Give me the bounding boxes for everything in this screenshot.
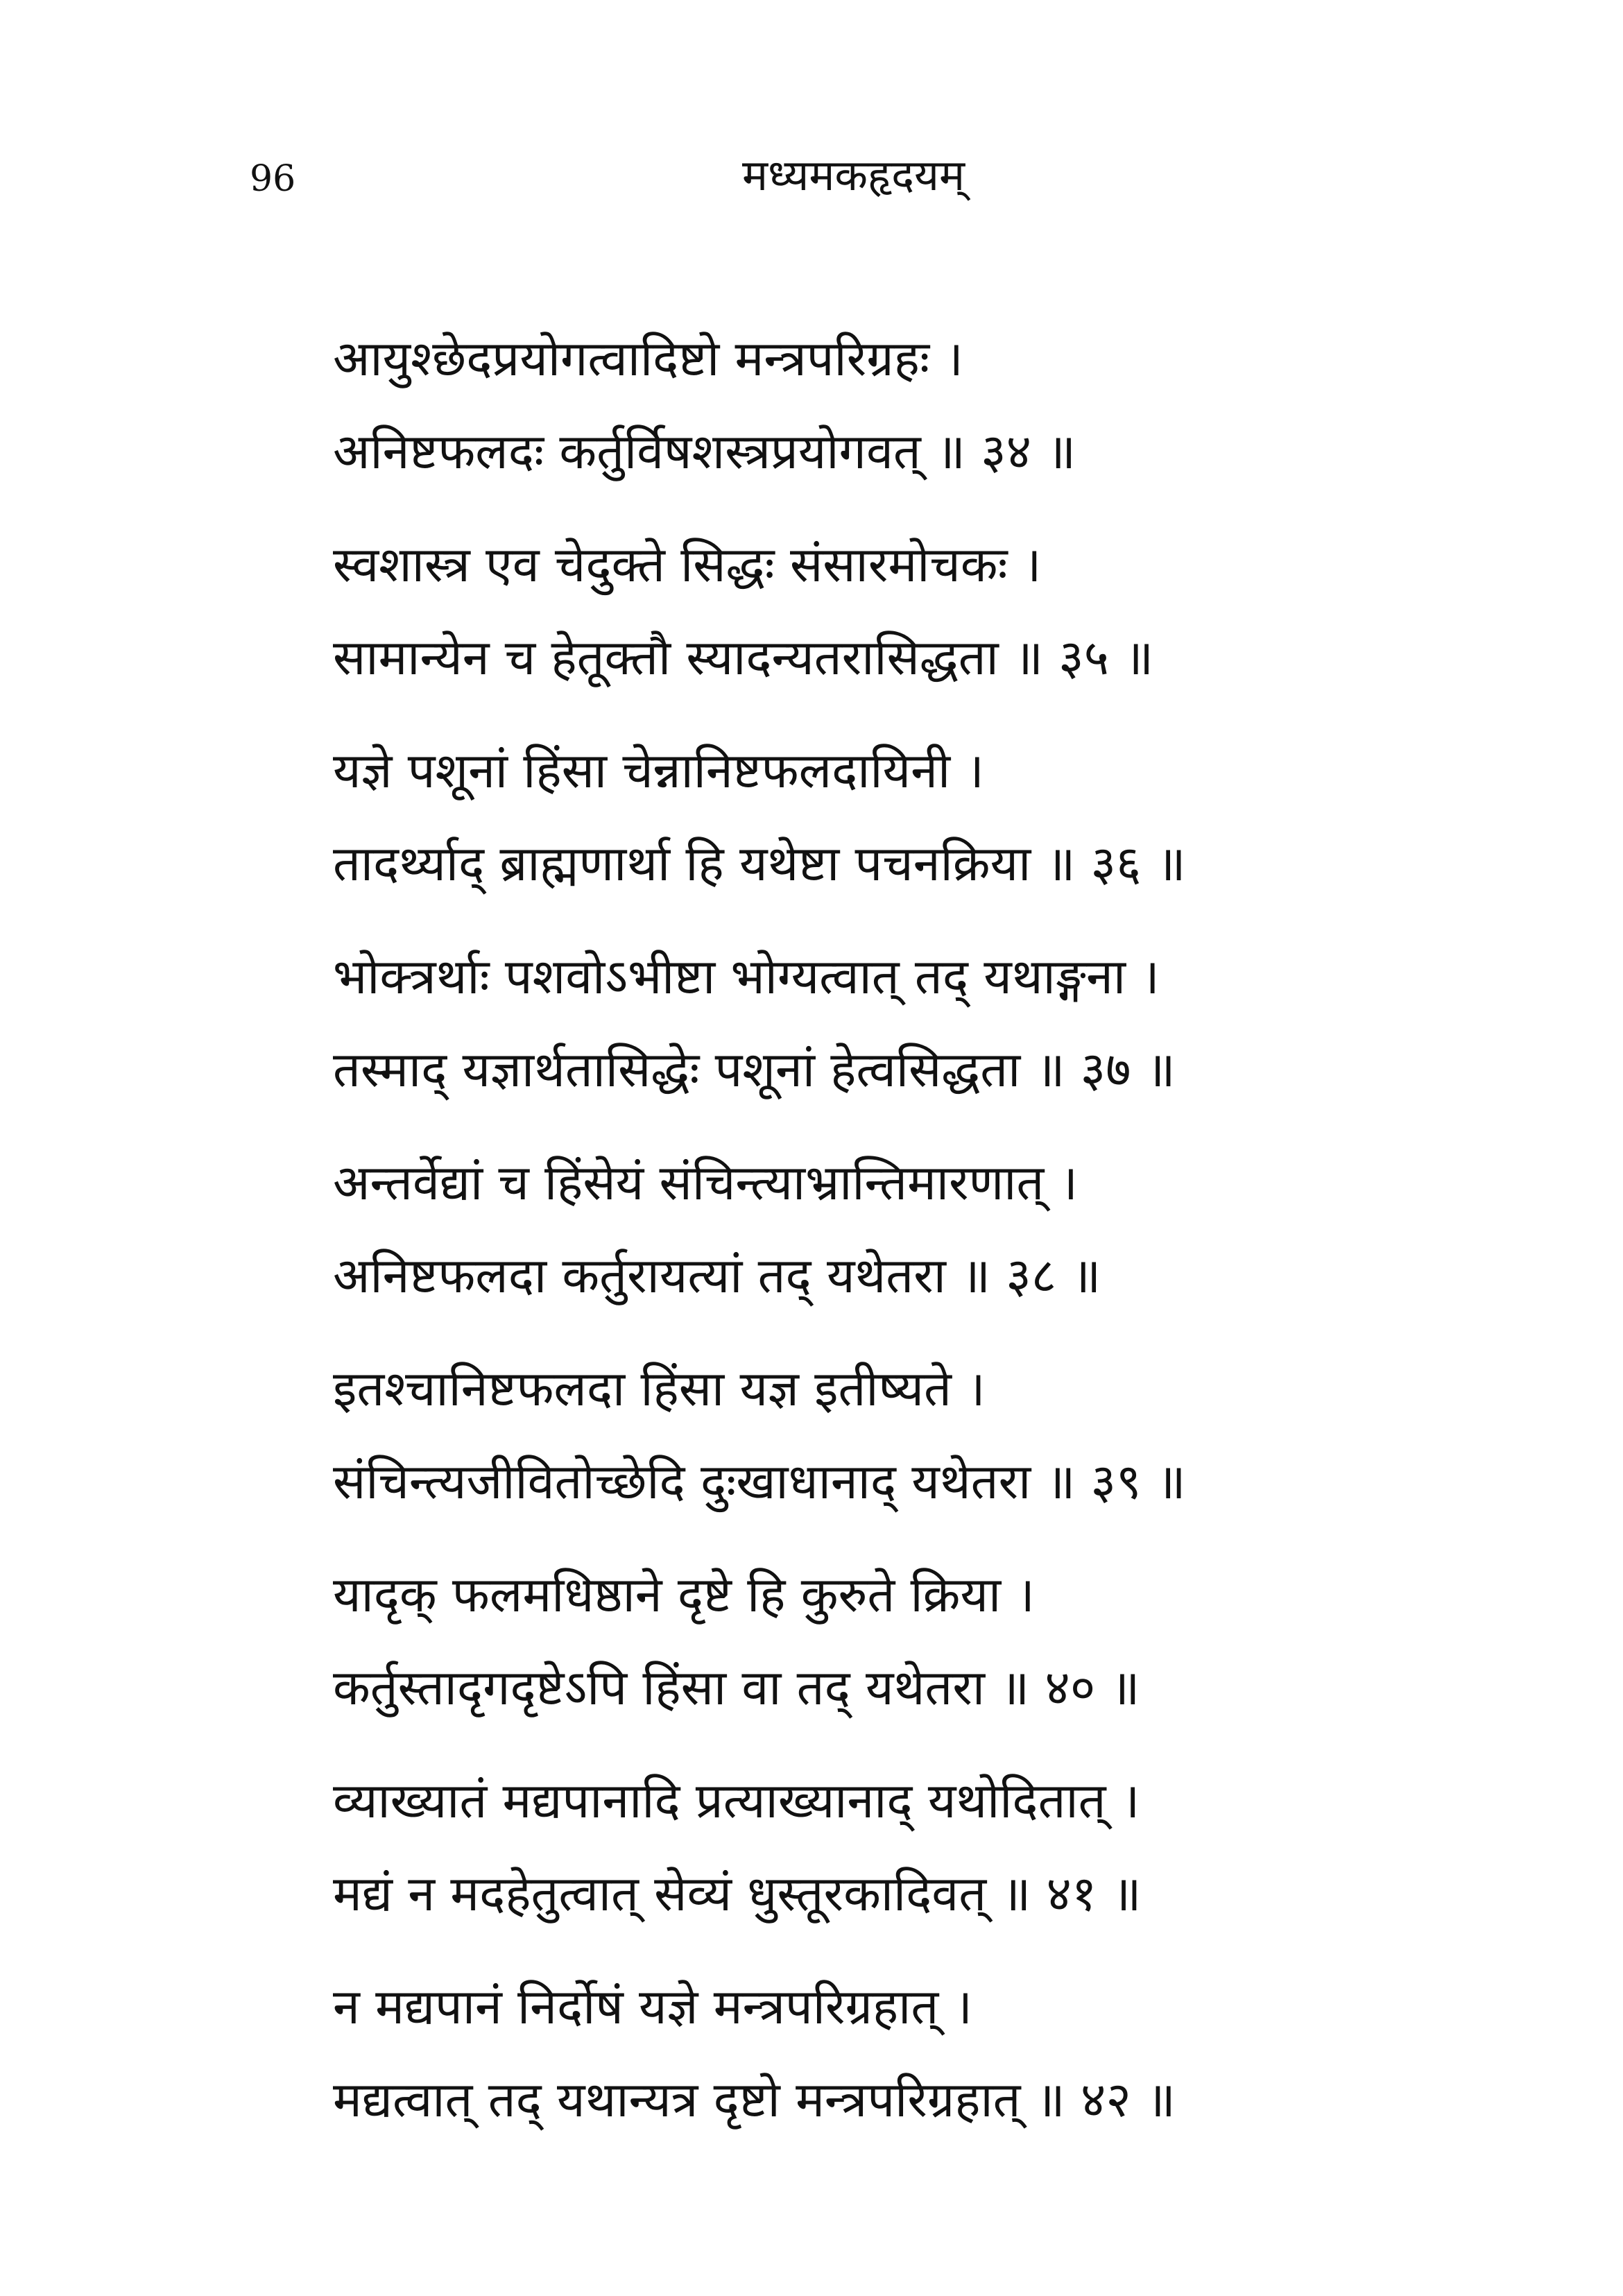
verse-line: स्वशास्त्र एव चेदुक्ते सिद्धः संसारमोचकः । [333, 536, 1042, 593]
verse-line: मद्यत्वात् तद् यथान्यत्र दृष्टो मन्त्रपरिग्रहात् ॥ ४२ ॥ [333, 2071, 1176, 2128]
page-title: मध्यमकहृदयम् [742, 150, 965, 200]
verse-line: भोक्त्रर्थाः पशवोऽभीष्टा भोग्यत्वात् तद् यथाङ्गना । [333, 948, 1160, 1005]
verse-38 [333, 1136, 1554, 1342]
verse-39 [333, 1342, 1554, 1548]
verse-41 [333, 1754, 1554, 1960]
verse-line: आयुश्छेदप्रयोगत्वादिष्टो मन्त्रपरिग्रहः । [333, 330, 963, 387]
verse-36 [333, 724, 1554, 930]
verse-line: सामान्येन च हेतूक्तौ स्यादन्यतरासिद्धता ॥ ३५ ॥ [333, 629, 1154, 686]
verse-line: तस्माद् यज्ञार्थतासिद्धेः पशूनां हेत्वसिद्धता ॥ ३७ ॥ [333, 1041, 1176, 1098]
verse-line: संचिन्त्यजीवितोच्छेदि दुःखाधानाद् यथेतरा ॥ ३९ ॥ [333, 1453, 1186, 1510]
verse-line: अन्तर्वेद्यां च हिंसेयं संचिन्त्याभ्रान्तिमारणात् । [333, 1154, 1079, 1211]
verse-line: व्याख्यातं मद्यपानादि प्रत्याख्यानाद् यथोदितात् । [333, 1772, 1140, 1829]
verse-37 [333, 930, 1554, 1136]
verse-line: अनिष्टफलदः कर्तुर्विषशस्त्रप्रयोगवत् ॥ ३४ ॥ [333, 423, 1076, 480]
verse-35 [333, 518, 1554, 724]
verse-line: तादर्थ्याद् ब्राह्मणार्था हि यथेष्टा पचनक्रिया ॥ ३६ ॥ [333, 835, 1186, 892]
verse-40 [333, 1548, 1554, 1754]
verse-line: यज्ञे पशूनां हिंसा चेन्नानिष्टफलदायिनी । [333, 742, 984, 799]
verse-line: मद्यं न मदहेतुत्वात् सेव्यं धुस्तूरकादिवत् ॥ ४१ ॥ [333, 1865, 1142, 1922]
verse-line: कर्तुस्तादृगदृष्टेऽपि हिंसा वा तद् यथेतरा ॥ ४० ॥ [333, 1659, 1140, 1716]
verse-list [333, 312, 1554, 2166]
verse-line: इतश्चानिष्टफलदा हिंसा यज्ञ इतीष्यते । [333, 1360, 986, 1417]
verse-34 [333, 312, 1554, 518]
page-number: 96 [250, 158, 296, 200]
verse-42 [333, 1960, 1554, 2166]
verse-line: यादृक् फलमधिष्ठाने दृष्टे हि कुरुते क्रिया । [333, 1566, 1035, 1623]
verse-line: न मद्यपानं निर्दोषं यज्ञे मन्त्रपरिग्रहात् । [333, 1978, 972, 2035]
verse-line: अनिष्टफलदा कर्तुरायत्यां तद् यथेतरा ॥ ३८ ॥ [333, 1247, 1101, 1304]
